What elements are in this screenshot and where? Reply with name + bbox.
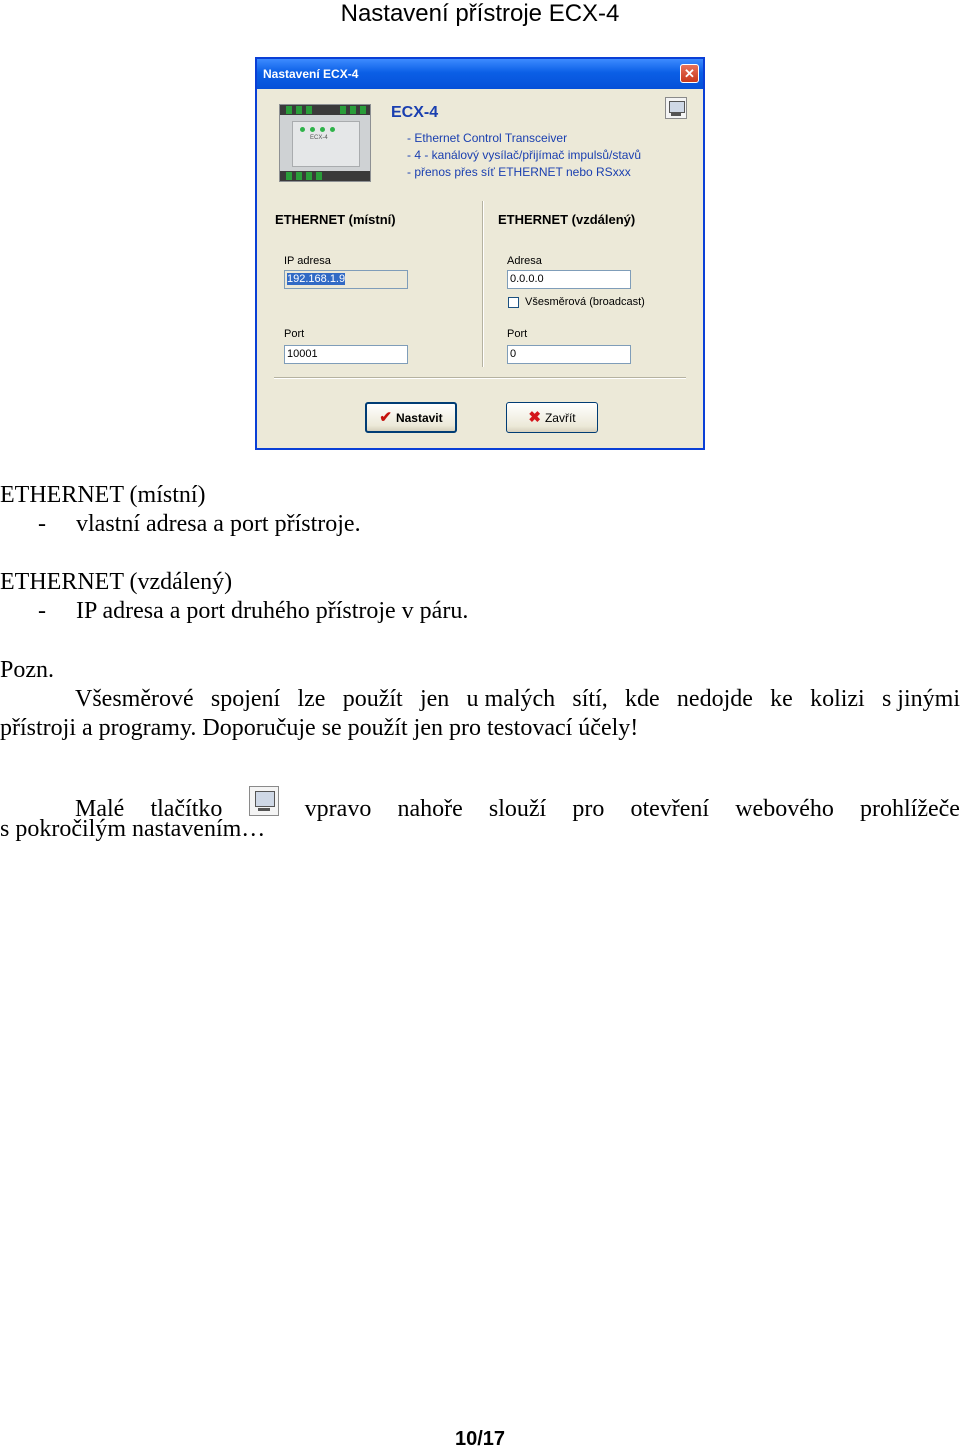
- note-word: sítí,: [572, 686, 608, 712]
- note-word: kolizi: [810, 686, 865, 712]
- ip-label: IP adresa: [284, 255, 331, 267]
- ip-value: 192.168.1.9: [287, 273, 346, 285]
- web-browser-icon: [249, 786, 279, 816]
- paragraph-word: nahoře: [397, 796, 463, 822]
- note-word: ke: [770, 686, 793, 712]
- local-section-title: ETHERNET (místní): [275, 212, 396, 227]
- broadcast-label: Všesměrová (broadcast): [525, 296, 645, 308]
- zavrit-button[interactable]: ✖ Zavřít: [506, 402, 598, 433]
- checkmark-icon: ✔: [379, 409, 392, 426]
- paragraph-word: tlačítko: [150, 796, 223, 822]
- button-paragraph-line-2: s pokročilým nastavením…: [0, 816, 266, 842]
- local-bullet: vlastní adresa a port přístroje.: [76, 511, 361, 537]
- remote-heading: ETHERNET (vzdálený): [0, 569, 233, 595]
- local-port-label: Port: [284, 328, 305, 340]
- cross-icon: ✖: [528, 409, 541, 426]
- product-desc-1: - Ethernet Control Transceiver: [407, 131, 568, 145]
- broadcast-checkbox[interactable]: [508, 297, 519, 308]
- note-word: nedojde: [676, 686, 753, 712]
- dialog-titlebar: [257, 59, 703, 89]
- column-divider: [482, 201, 484, 367]
- paragraph-word: otevření: [630, 796, 710, 822]
- page-number: 10/17: [454, 1428, 506, 1450]
- device-label: ECX-4: [310, 135, 328, 141]
- note-word: u malých: [466, 686, 556, 712]
- note-line-1: [75, 685, 960, 713]
- note-word: Všesměrové: [75, 686, 194, 712]
- note-word: spojení: [210, 686, 281, 712]
- settings-dialog: [255, 57, 705, 450]
- local-port-input[interactable]: 10001: [284, 345, 408, 364]
- paragraph-word: slouží: [488, 796, 547, 822]
- address-label: Adresa: [507, 255, 542, 267]
- dialog-title: Nastavení ECX-4: [263, 67, 359, 81]
- local-bullet-dash: -: [38, 511, 46, 537]
- product-desc-2: - 4 - kanálový vysílač/přijímač impulsů/stavů: [407, 148, 642, 162]
- paragraph-word: Malé: [75, 796, 125, 822]
- note-word: jen: [419, 686, 450, 712]
- product-name: ECX-4: [391, 104, 439, 121]
- paragraph-word: vpravo: [304, 796, 372, 822]
- paragraph-word: prohlížeče: [859, 796, 960, 822]
- device-image: [279, 104, 371, 182]
- remote-bullet: IP adresa a port druhého přístroje v páru.: [76, 598, 469, 624]
- product-desc-3: - přenos přes síť ETHERNET nebo RSxxx: [407, 165, 631, 179]
- address-input[interactable]: 0.0.0.0: [507, 270, 631, 289]
- page-title: Nastavení přístroje ECX-4: [340, 0, 620, 27]
- paragraph-word: webového: [735, 796, 834, 822]
- note-word: kde: [625, 686, 660, 712]
- web-browser-icon[interactable]: [665, 97, 687, 119]
- close-icon[interactable]: ✕: [680, 64, 699, 83]
- remote-port-input[interactable]: 0: [507, 345, 631, 364]
- note-word: použít: [342, 686, 403, 712]
- remote-section-title: ETHERNET (vzdálený): [498, 212, 636, 227]
- remote-port-label: Port: [507, 328, 528, 340]
- remote-bullet-dash: -: [38, 598, 46, 624]
- note-line-2: přístroji a programy. Doporučuje se použít jen pro testovací účely!: [0, 715, 639, 741]
- nastavit-button[interactable]: ✔ Nastavit: [365, 402, 457, 433]
- local-heading: ETHERNET (místní): [0, 482, 206, 508]
- note-word: s jinými: [881, 686, 960, 712]
- note-word: lze: [297, 686, 326, 712]
- ip-input[interactable]: [284, 270, 408, 289]
- note-label: Pozn.: [0, 657, 54, 683]
- paragraph-word: pro: [572, 796, 605, 822]
- bottom-divider: [274, 377, 686, 379]
